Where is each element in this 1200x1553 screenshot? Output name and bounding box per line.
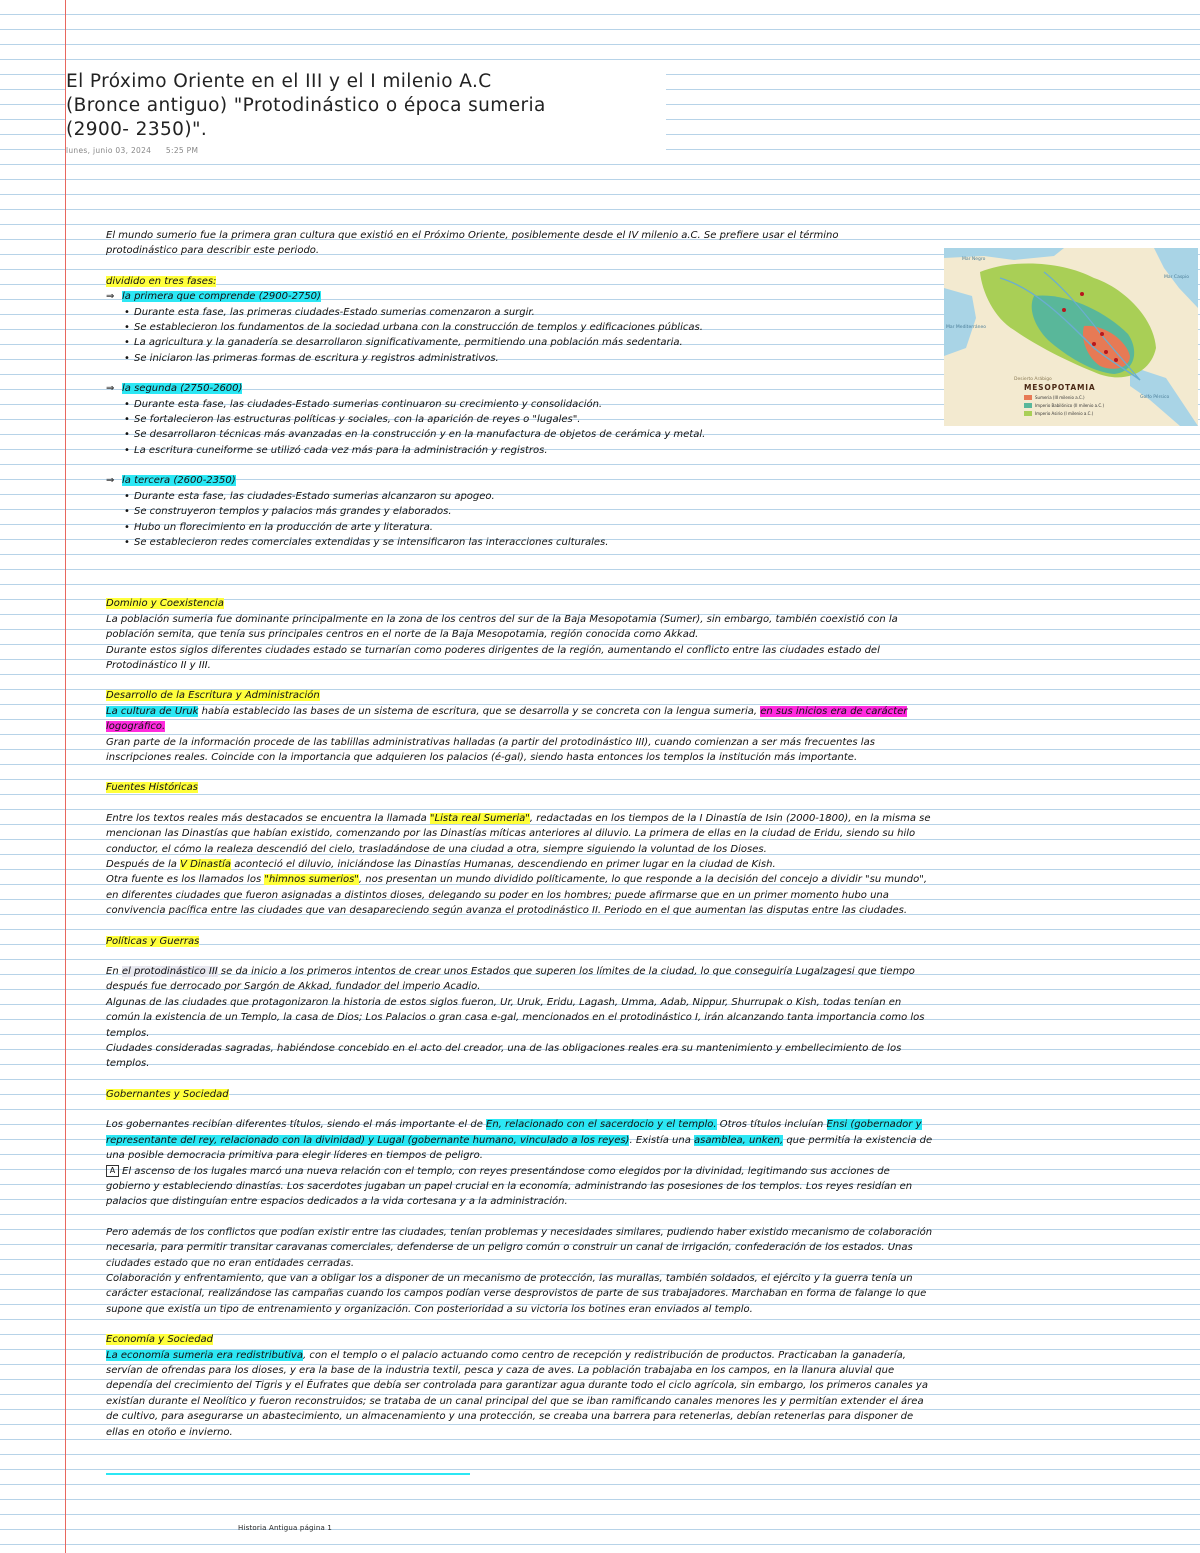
mesopotamia-map: [944, 248, 1198, 426]
protodinastico-highlight: el protodinástico III: [121, 966, 218, 978]
map-label-desert: Desierto Arábigo: [1014, 377, 1052, 382]
note-content: [106, 228, 936, 1440]
gobernantes-text: que permitía la existencia de una posible democracia primitiva para elegir líderes en tiempos de peligro.: [106, 1134, 933, 1162]
dominio-paragraph: Durante estos siglos diferentes ciudades estado se turnarían como poderes dirigentes de la región, aumentando el conflicto entre las ciudades estado del Protodinástico II y III.: [106, 644, 880, 671]
intro-paragraph: El mundo sumerio fue la primera gran cultura que existió en el Próximo Oriente, posiblemente desde el IV milenio a.C. Se prefiere usar el término protodinástico para describir este periodo.: [106, 230, 839, 257]
section-fuentes: [106, 780, 936, 918]
arrow-icon: ⇒: [106, 291, 115, 303]
map-legend-babylon: Imperio Babilónico (II milenio a.C.): [1035, 403, 1105, 408]
fuentes-heading: Fuentes Históricas: [106, 782, 198, 794]
section-politicas: [106, 934, 936, 1072]
dominio-heading: Dominio y Coexistencia: [106, 598, 224, 610]
politicas-heading: Políticas y Guerras: [106, 935, 200, 947]
map-city-dot: [1092, 342, 1096, 346]
phase-2-point: • Se fortalecieron las estructuras políticas y sociales, con la aparición de reyes o "lugales".: [134, 412, 936, 427]
phase-2-point: • Se desarrollaron técnicas más avanzadas en la construcción y en la manufactura de objetos de cerámica y metal.: [134, 427, 936, 442]
phase-1-point: • Se iniciaron las primeras formas de escritura y registros administrativos.: [134, 351, 936, 366]
gobernantes-paragraph: Pero además de los conflictos que podían existir entre las ciudades, tenían problemas y necesidades similares, pudiendo haber existido mecanismo de colaboración necesaria, para permitir transitar caravanas comerciales, defenderse de un peligro común o construir un canal de irrigación, confederación de los estados. Unas ciudades estado que no eran entidades cerradas.: [106, 1226, 933, 1269]
gobernantes-heading: Gobernantes y Sociedad: [106, 1088, 229, 1100]
phase-3: [106, 473, 936, 550]
map-legend-swatch-sumer: [1024, 395, 1032, 400]
uruk-highlight: La cultura de Uruk: [106, 705, 199, 717]
phase-3-point: • Se establecieron redes comerciales extendidas y se intensificaron las interacciones culturales.: [134, 535, 936, 550]
map-label-caspian: Mar Caspio: [1164, 275, 1190, 280]
map-city-dot: [1114, 358, 1118, 362]
phase-2-point: • Durante esta fase, las ciudades-Estado sumerias continuaron su crecimiento y consolidación.: [134, 397, 936, 412]
v-dinastia-highlight: V Dinastía: [180, 859, 232, 870]
en-highlight: En, relacionado con el sacerdocio y el templo.: [486, 1119, 717, 1131]
gobernantes-paragraph: [106, 1117, 936, 1163]
ensi-lugal-highlight: Ensi (gobernador y representante del rey, relacionado con la divinidad) y Lugal (gobernante humano, vinculado a los reyes): [106, 1119, 922, 1146]
map-city-dot: [1080, 292, 1084, 296]
date-text: lunes, junio 03, 2024: [66, 146, 152, 155]
page-header: [66, 70, 666, 159]
map-legend-swatch-assyria: [1024, 411, 1032, 416]
map-legend-swatch-babylon: [1024, 403, 1032, 408]
redistributiva-highlight: La economía sumeria era redistributiva: [106, 1349, 303, 1361]
fuentes-text: Después de la: [106, 859, 181, 870]
page-date: [66, 146, 666, 155]
map-city-dot: [1100, 332, 1104, 336]
fuentes-text: Otra fuente es los llamados los: [106, 874, 265, 886]
fuentes-text: , nos presentan un mundo dividido políticamente, lo que responde a la decisión del concejo a dividir "su mundo", en diferentes ciudades que fueron asignadas a distintos dioses, delegando su poder en los hombres; puede afirmarse que en un primer momento hubo una convivencia pacífica entre las ciudades que van desapareciendo según avanza el protodinástico II. Periodo en el que aumentan las disputas entre las ciudades.: [106, 874, 928, 917]
phase-1-title: la primera que comprende (2900-2750): [122, 291, 321, 303]
logographic-highlight: en sus inicios era de carácter logográfico.: [106, 705, 908, 733]
escritura-paragraph: Gran parte de la información procede de las tablillas administrativas halladas (a partir del protodinástico III), cuando comienzan a ser más frecuentes las inscripciones reales. Coincide con la importancia que adquieren los palacios (é-gal), siendo hasta entonces los templos la institución más importante.: [106, 736, 875, 763]
politicas-paragraph: Algunas de las ciudades que protagonizaron la historia de estos siglos fueron, Ur, Uruk, Eridu, Lagash, Umma, Adab, Nippur, Shurrupak o Kish, todas tenían en común la existencia de un Templo, la casa de Dios; Los Palacios o gran casa e-gal, mencionados en el protodinástico I, irán alcanzando tanta importancia como los templos.: [106, 996, 925, 1039]
escritura-paragraph: [106, 704, 936, 735]
economia-text: , con el templo o el palacio actuando como centro de recepción y redistribución de productos. Practicaban la ganadería, servían de ofrendas para los dioses, y era la base de la industria textil, pesca y caza de aves. La población trabajaba en los campos, en la llanura aluvial que dependía del crecimiento del Tigris y el Éufrates que debía ser controlada para garantizar agua durante todo el ciclo agrícola, sin embargo, los primeros canales ya existían durante el Neolítico y fueron reconstruidos; se trataba de un canal principal del que se iban ramificando canales menores les y permitían extender el área de cultivo, para asegurarse un abastecimiento, un almacenamiento y una protección, se creaba una barrera para retenerlas, debían retenerlas para disponer de ellas en otoño e invierno.: [106, 1349, 928, 1438]
arrow-icon: ⇒: [106, 383, 115, 395]
section-gobernantes: [106, 1087, 936, 1317]
escritura-heading: Desarrollo de la Escritura y Administración: [106, 690, 320, 702]
fuentes-text: aconteció el diluvio, iniciándose las Dinastías Humanas, descendiendo en primer lugar en la ciudad de Kish.: [231, 859, 776, 870]
economia-heading: Economía y Sociedad: [106, 1334, 214, 1346]
gobernantes-paragraph: [106, 1164, 936, 1210]
politicas-paragraph: Ciudades consideradas sagradas, habiéndose concebido en el acto del creador, una de las obligaciones reales era su mantenimiento y embellecimiento de los templos.: [106, 1043, 902, 1070]
tag-icon: A: [106, 1165, 119, 1177]
politicas-text: se da inicio a los primeros intentos de crear unos Estados que superen los límites de la ciudad, lo que conseguiría Lugalzagesi que tiempo después fue derrocado por Sargón de Akkad, fundador del imperio Acadio.: [106, 966, 915, 993]
fuentes-text: Entre los textos reales más destacados se encuentra la llamada: [106, 812, 430, 824]
himnos-highlight: "himnos sumerios": [264, 874, 359, 886]
politicas-text: En: [106, 966, 122, 978]
time-text: 5:25 PM: [165, 146, 199, 155]
phase-1-point: • Se establecieron los fundamentos de la sociedad urbana con la construcción de templos y edificaciones públicas.: [134, 320, 936, 335]
asamblea-highlight: asamblea, unken,: [694, 1134, 784, 1146]
page-title: El Próximo Oriente en el III y el I milenio A.C (Bronce antiguo) "Protodinástico o época sumeria (2900- 2350)".: [66, 71, 546, 140]
fuentes-paragraph: [106, 857, 936, 872]
dominio-paragraph: La población sumeria fue dominante principalmente en la zona de los centros del sur de la Baja Mesopotamia (Sumer), sin embargo, también coexistió con la población semita, que tenía sus principales centros en el norte de la Baja Mesopotamia, región conocida como Akkad.: [106, 613, 898, 641]
gobernantes-text: El ascenso de los lugales marcó una nueva relación con el templo, con reyes presentándose como elegidos por la divinidad, legitimando sus acciones de gobierno y estableciendo dinastías. Los sacerdotes jugaban un papel crucial en la economía, administrando las posesiones de los templos. Los reyes residían en palacios que distinguían entre espacios dedicados a la vida cortesana y a la administración.: [106, 1165, 913, 1208]
phase-3-point: • Durante esta fase, las ciudades-Estado sumerias alcanzaron su apogeo.: [134, 489, 936, 504]
map-city-dot: [1104, 350, 1108, 354]
phase-3-point: • Se construyeron templos y palacios más grandes y elaborados.: [134, 504, 936, 519]
highlight-underline: [106, 1473, 470, 1475]
phase-2-point: • La escritura cuneiforme se utilizó cada vez más para la administración y registros.: [134, 443, 936, 458]
arrow-icon: ⇒: [106, 475, 115, 487]
phase-3-title: la tercera (2600-2350): [122, 475, 236, 487]
phase-1-point: • La agricultura y la ganadería se desarrollaron significativamente, permitiendo una población más sedentaria.: [134, 335, 936, 350]
politicas-paragraph: [106, 964, 936, 995]
page-footer: Historia Antigua página 1: [238, 1524, 333, 1532]
map-city-dot: [1062, 308, 1066, 312]
gobernantes-paragraph: Colaboración y enfrentamiento, que van a obligar los a disponer de un mecanismo de protección, las murallas, también soldados, el ejército y la guerra tenía un carácter estacional, realizándose las campañas cuando los campos podían verse desprovistos de parte de sus trabajadores. Marchaban en forma de falange lo que supone que existía un tipo de entrenamiento y organización. Con posterioridad a su victoria los botines eran enviados al templo.: [106, 1272, 927, 1315]
section-dominio: [106, 596, 936, 673]
economia-paragraph: [106, 1348, 936, 1440]
margin-line: [65, 0, 66, 1553]
gobernantes-text: Otros títulos incluían: [716, 1119, 827, 1131]
gobernantes-text: Los gobernantes recibían diferentes títulos, siendo el más importante el de: [106, 1119, 487, 1131]
map-label-mediterranean: Mar Mediterráneo: [946, 325, 986, 330]
map-title: MESOPOTAMIA: [1024, 383, 1096, 392]
phase-3-point: • Hubo un florecimiento en la producción de arte y literatura.: [134, 520, 936, 535]
gobernantes-text: . Existía una: [629, 1134, 695, 1146]
fuentes-text: , redactadas en los tiempos de la I Dinastía de Isin (2000-1800), en la misma se mencionan las Dinastías que habían existido, comenzando por las Dinastías míticas anteriores al diluvio. La primera de ellas en la ciudad de Eridu, siendo su hilo conductor, el cómo la realeza descendió del cielo, trasladándose de una ciudad a otra, siempre siguiendo la voluntad de los Dioses.: [106, 812, 931, 855]
section-escritura: [106, 688, 936, 765]
section-economia: [106, 1332, 936, 1440]
phase-2: [106, 381, 936, 458]
phases-heading: dividido en tres fases:: [106, 275, 217, 287]
phase-1: [106, 289, 936, 366]
map-label-black-sea: Mar Negro: [962, 257, 986, 262]
fuentes-paragraph: [106, 872, 936, 918]
lista-real-highlight: "Lista real Sumeria": [429, 812, 530, 824]
fuentes-paragraph: [106, 811, 936, 857]
phase-2-title: la segunda (2750-2600): [122, 383, 243, 395]
map-legend-sumer: Sumeria (III milenio a.C.): [1035, 395, 1085, 400]
escritura-text: había establecido las bases de un sistema de escritura, que se desarrolla y se concreta con la lengua sumeria,: [198, 705, 761, 717]
phase-1-point: • Durante esta fase, las primeras ciudades-Estado sumerias comenzaron a surgir.: [134, 305, 936, 320]
map-legend-assyria: Imperio Asirio (I milenio a.C.): [1035, 411, 1094, 416]
map-label-gulf: Golfo Pérsico: [1140, 395, 1170, 400]
